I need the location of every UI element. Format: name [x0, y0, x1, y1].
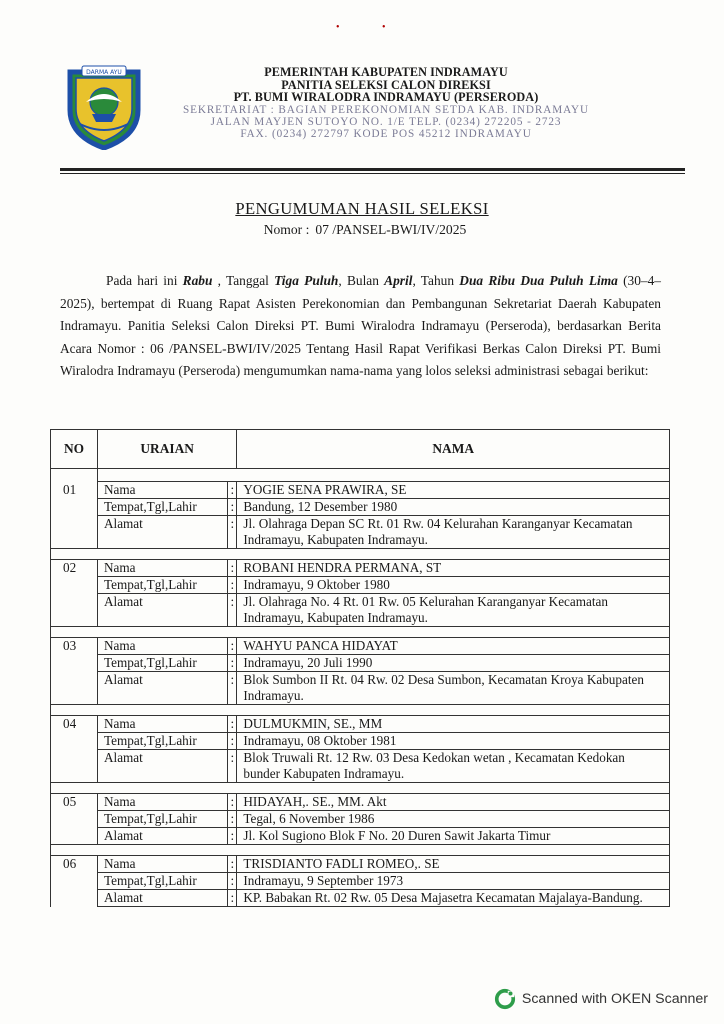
- uraian-label-ttl: Tempat,Tgl,Lahir: [98, 873, 228, 890]
- row-number: 04: [51, 716, 98, 783]
- table-row: [51, 873, 670, 890]
- separator-cell: [51, 627, 670, 638]
- separator-cell: [51, 549, 670, 560]
- candidate-nama: HIDAYAH,. SE., MM. Akt: [237, 794, 670, 811]
- table-separator-row: [51, 627, 670, 638]
- table-spacer-row: [51, 469, 670, 482]
- nomor-label: Nomor :: [263, 222, 310, 237]
- colon-separator: :: [228, 873, 237, 890]
- para-date: Tiga Puluh: [274, 273, 339, 288]
- table-separator-row: [51, 845, 670, 856]
- letterhead-rule-thin: [60, 173, 685, 174]
- header-nama: NAMA: [237, 430, 670, 469]
- para-text: Pada hari ini: [106, 273, 183, 288]
- row-number: 01: [51, 482, 98, 549]
- letterhead-rule-thick: [60, 168, 685, 171]
- colon-separator: :: [228, 811, 237, 828]
- uraian-label-ttl: Tempat,Tgl,Lahir: [98, 733, 228, 750]
- announcement-paragraph: [60, 270, 661, 383]
- para-text: , Tahun: [412, 273, 460, 288]
- colon-separator: :: [228, 716, 237, 733]
- row-number: 02: [51, 560, 98, 627]
- para-day: Rabu: [182, 273, 213, 288]
- uraian-label-nama: Nama: [98, 794, 228, 811]
- nomor-value: 07 /PANSEL-BWI/IV/2025: [315, 222, 467, 237]
- colon-separator: :: [228, 672, 237, 705]
- table-row: [51, 482, 670, 499]
- uraian-label-ttl: Tempat,Tgl,Lahir: [98, 811, 228, 828]
- candidate-alamat: Jl. Olahraga No. 4 Rt. 01 Rw. 05 Kelurahan Karanganyar Kecamatan Indramayu, Kabupaten Indramayu.: [237, 594, 670, 627]
- uraian-label-nama: Nama: [98, 716, 228, 733]
- separator-cell: [51, 783, 670, 794]
- table-row: [51, 733, 670, 750]
- colon-separator: :: [228, 655, 237, 672]
- uraian-label-alamat: Alamat: [98, 594, 228, 627]
- candidate-nama: DULMUKMIN, SE., MM: [237, 716, 670, 733]
- uraian-label-alamat: Alamat: [98, 828, 228, 845]
- table-separator-row: [51, 705, 670, 716]
- colon-separator: :: [228, 594, 237, 627]
- candidate-alamat: Blok Sumbon II Rt. 04 Rw. 02 Desa Sumbon, Kecamatan Kroya Kabupaten Indramayu.: [237, 672, 670, 705]
- table-row: [51, 794, 670, 811]
- letterhead-line-1: PEMERINTAH KABUPATEN INDRAMAYU: [264, 65, 508, 79]
- candidate-nama: WAHYU PANCA HIDAYAT: [237, 638, 670, 655]
- table-separator-row: [51, 549, 670, 560]
- candidate-nama: YOGIE SENA PRAWIRA, SE: [237, 482, 670, 499]
- colon-separator: :: [228, 794, 237, 811]
- colon-separator: :: [228, 890, 237, 907]
- uraian-label-nama: Nama: [98, 856, 228, 873]
- letterhead-line-3: PT. BUMI WIRALODRA INDRAMAYU (PERSERODA): [233, 90, 539, 104]
- table-row: [51, 499, 670, 516]
- colon-separator: :: [228, 750, 237, 783]
- candidate-nama: ROBANI HENDRA PERMANA, ST: [237, 560, 670, 577]
- kabupaten-emblem-logo: [64, 62, 144, 150]
- spacer-cell: [98, 469, 670, 482]
- candidate-ttl: Indramayu, 20 Juli 1990: [237, 655, 670, 672]
- uraian-label-nama: Nama: [98, 560, 228, 577]
- candidate-table: [50, 429, 670, 907]
- letterhead: [150, 66, 622, 140]
- table-separator-row: [51, 783, 670, 794]
- table-row: [51, 716, 670, 733]
- para-text: , Tanggal: [212, 273, 275, 288]
- para-year: Dua Ribu Dua Puluh Lima: [459, 273, 618, 288]
- table-row: [51, 594, 670, 627]
- uraian-label-ttl: Tempat,Tgl,Lahir: [98, 577, 228, 594]
- para-text: (30–4–2025), bertempat di Ruang Rapat Asisten Perekonomian dan Pembangunan Sekretariat Daerah Kabupaten Indramayu. Panitia Seleksi Calon Direksi PT. Bumi Wiralodra Indramayu (Perseroda), berdasarkan Berita Acara Nomor : 06 /PANSEL-BWI/IV/2025 Tentang Hasil Rapat Verifikasi Berkas Calon Direksi PT. Bumi Wiralodra Indramayu (Perseroda) mengumumkan nama-nama yang lolos seleksi administrasi sebagai berikut:: [60, 273, 661, 379]
- letterhead-line-4: SEKRETARIAT : BAGIAN PEREKONOMIAN SETDA KAB. INDRAMAYU: [182, 103, 590, 116]
- letterhead-line-2: PANITIA SELEKSI CALON DIREKSI: [281, 77, 491, 92]
- header-no: NO: [51, 430, 98, 469]
- candidate-ttl: Indramayu, 9 September 1973: [237, 873, 670, 890]
- row-number: 06: [51, 856, 98, 907]
- table-row: [51, 516, 670, 549]
- uraian-label-alamat: Alamat: [98, 750, 228, 783]
- colon-separator: :: [228, 499, 237, 516]
- document-number: [0, 222, 724, 238]
- scanner-text: Scanned with OKEN Scanner: [521, 991, 708, 1007]
- candidate-alamat: Jl. Kol Sugiono Blok F No. 20 Duren Sawit Jakarta Timur: [237, 828, 670, 845]
- spacer-cell: [51, 469, 98, 482]
- uraian-label-alamat: Alamat: [98, 516, 228, 549]
- row-number: 03: [51, 638, 98, 705]
- uraian-label-nama: Nama: [98, 482, 228, 499]
- colon-separator: :: [228, 828, 237, 845]
- candidate-table-body: [51, 469, 670, 907]
- document-title: PENGUMUMAN HASIL SELEKSI: [235, 199, 489, 218]
- uraian-label-ttl: Tempat,Tgl,Lahir: [98, 499, 228, 516]
- scan-dots: • •: [336, 22, 406, 33]
- candidate-nama: TRISDIANTO FADLI ROMEO,. SE: [237, 856, 670, 873]
- table-row: [51, 672, 670, 705]
- colon-separator: :: [228, 638, 237, 655]
- colon-separator: :: [228, 733, 237, 750]
- candidate-alamat: KP. Babakan Rt. 02 Rw. 05 Desa Majasetra Kecamatan Majalaya-Bandung.: [237, 890, 670, 907]
- colon-separator: :: [228, 577, 237, 594]
- svg-text:DARMA AYU: DARMA AYU: [86, 69, 122, 76]
- uraian-label-alamat: Alamat: [98, 672, 228, 705]
- colon-separator: :: [228, 560, 237, 577]
- candidate-alamat: Blok Truwali Rt. 12 Rw. 03 Desa Kedokan wetan , Kecamatan Kedokan bunder Kabupaten Indramayu.: [237, 750, 670, 783]
- uraian-label-ttl: Tempat,Tgl,Lahir: [98, 655, 228, 672]
- candidate-ttl: Tegal, 6 November 1986: [237, 811, 670, 828]
- candidate-ttl: Indramayu, 9 Oktober 1980: [237, 577, 670, 594]
- candidate-alamat: Jl. Olahraga Depan SC Rt. 01 Rw. 04 Kelurahan Karanganyar Kecamatan Indramayu, Kabupaten Indramayu.: [237, 516, 670, 549]
- uraian-label-alamat: Alamat: [98, 890, 228, 907]
- table-row: [51, 856, 670, 873]
- colon-separator: :: [228, 856, 237, 873]
- uraian-label-nama: Nama: [98, 638, 228, 655]
- oken-scanner-logo-icon: [494, 988, 516, 1010]
- scanner-watermark: [494, 988, 708, 1010]
- separator-cell: [51, 705, 670, 716]
- table-header-row: [51, 430, 670, 469]
- table-row: [51, 655, 670, 672]
- colon-separator: :: [228, 482, 237, 499]
- colon-separator: :: [228, 516, 237, 549]
- table-row: [51, 577, 670, 594]
- para-month: April: [384, 273, 413, 288]
- table-row: [51, 638, 670, 655]
- row-number: 05: [51, 794, 98, 845]
- table-row: [51, 890, 670, 907]
- letterhead-line-6: FAX. (0234) 272797 KODE POS 45212 INDRAMAYU: [240, 127, 532, 140]
- separator-cell: [51, 845, 670, 856]
- candidate-ttl: Indramayu, 08 Oktober 1981: [237, 733, 670, 750]
- letterhead-line-5: JALAN MAYJEN SUTOYO NO. 1/E TELP. (0234) 272205 - 2723: [210, 115, 562, 128]
- header-uraian: URAIAN: [98, 430, 237, 469]
- table-row: [51, 750, 670, 783]
- table-row: [51, 828, 670, 845]
- para-text: , Bulan: [338, 273, 385, 288]
- candidate-ttl: Bandung, 12 Desember 1980: [237, 499, 670, 516]
- table-row: [51, 560, 670, 577]
- table-row: [51, 811, 670, 828]
